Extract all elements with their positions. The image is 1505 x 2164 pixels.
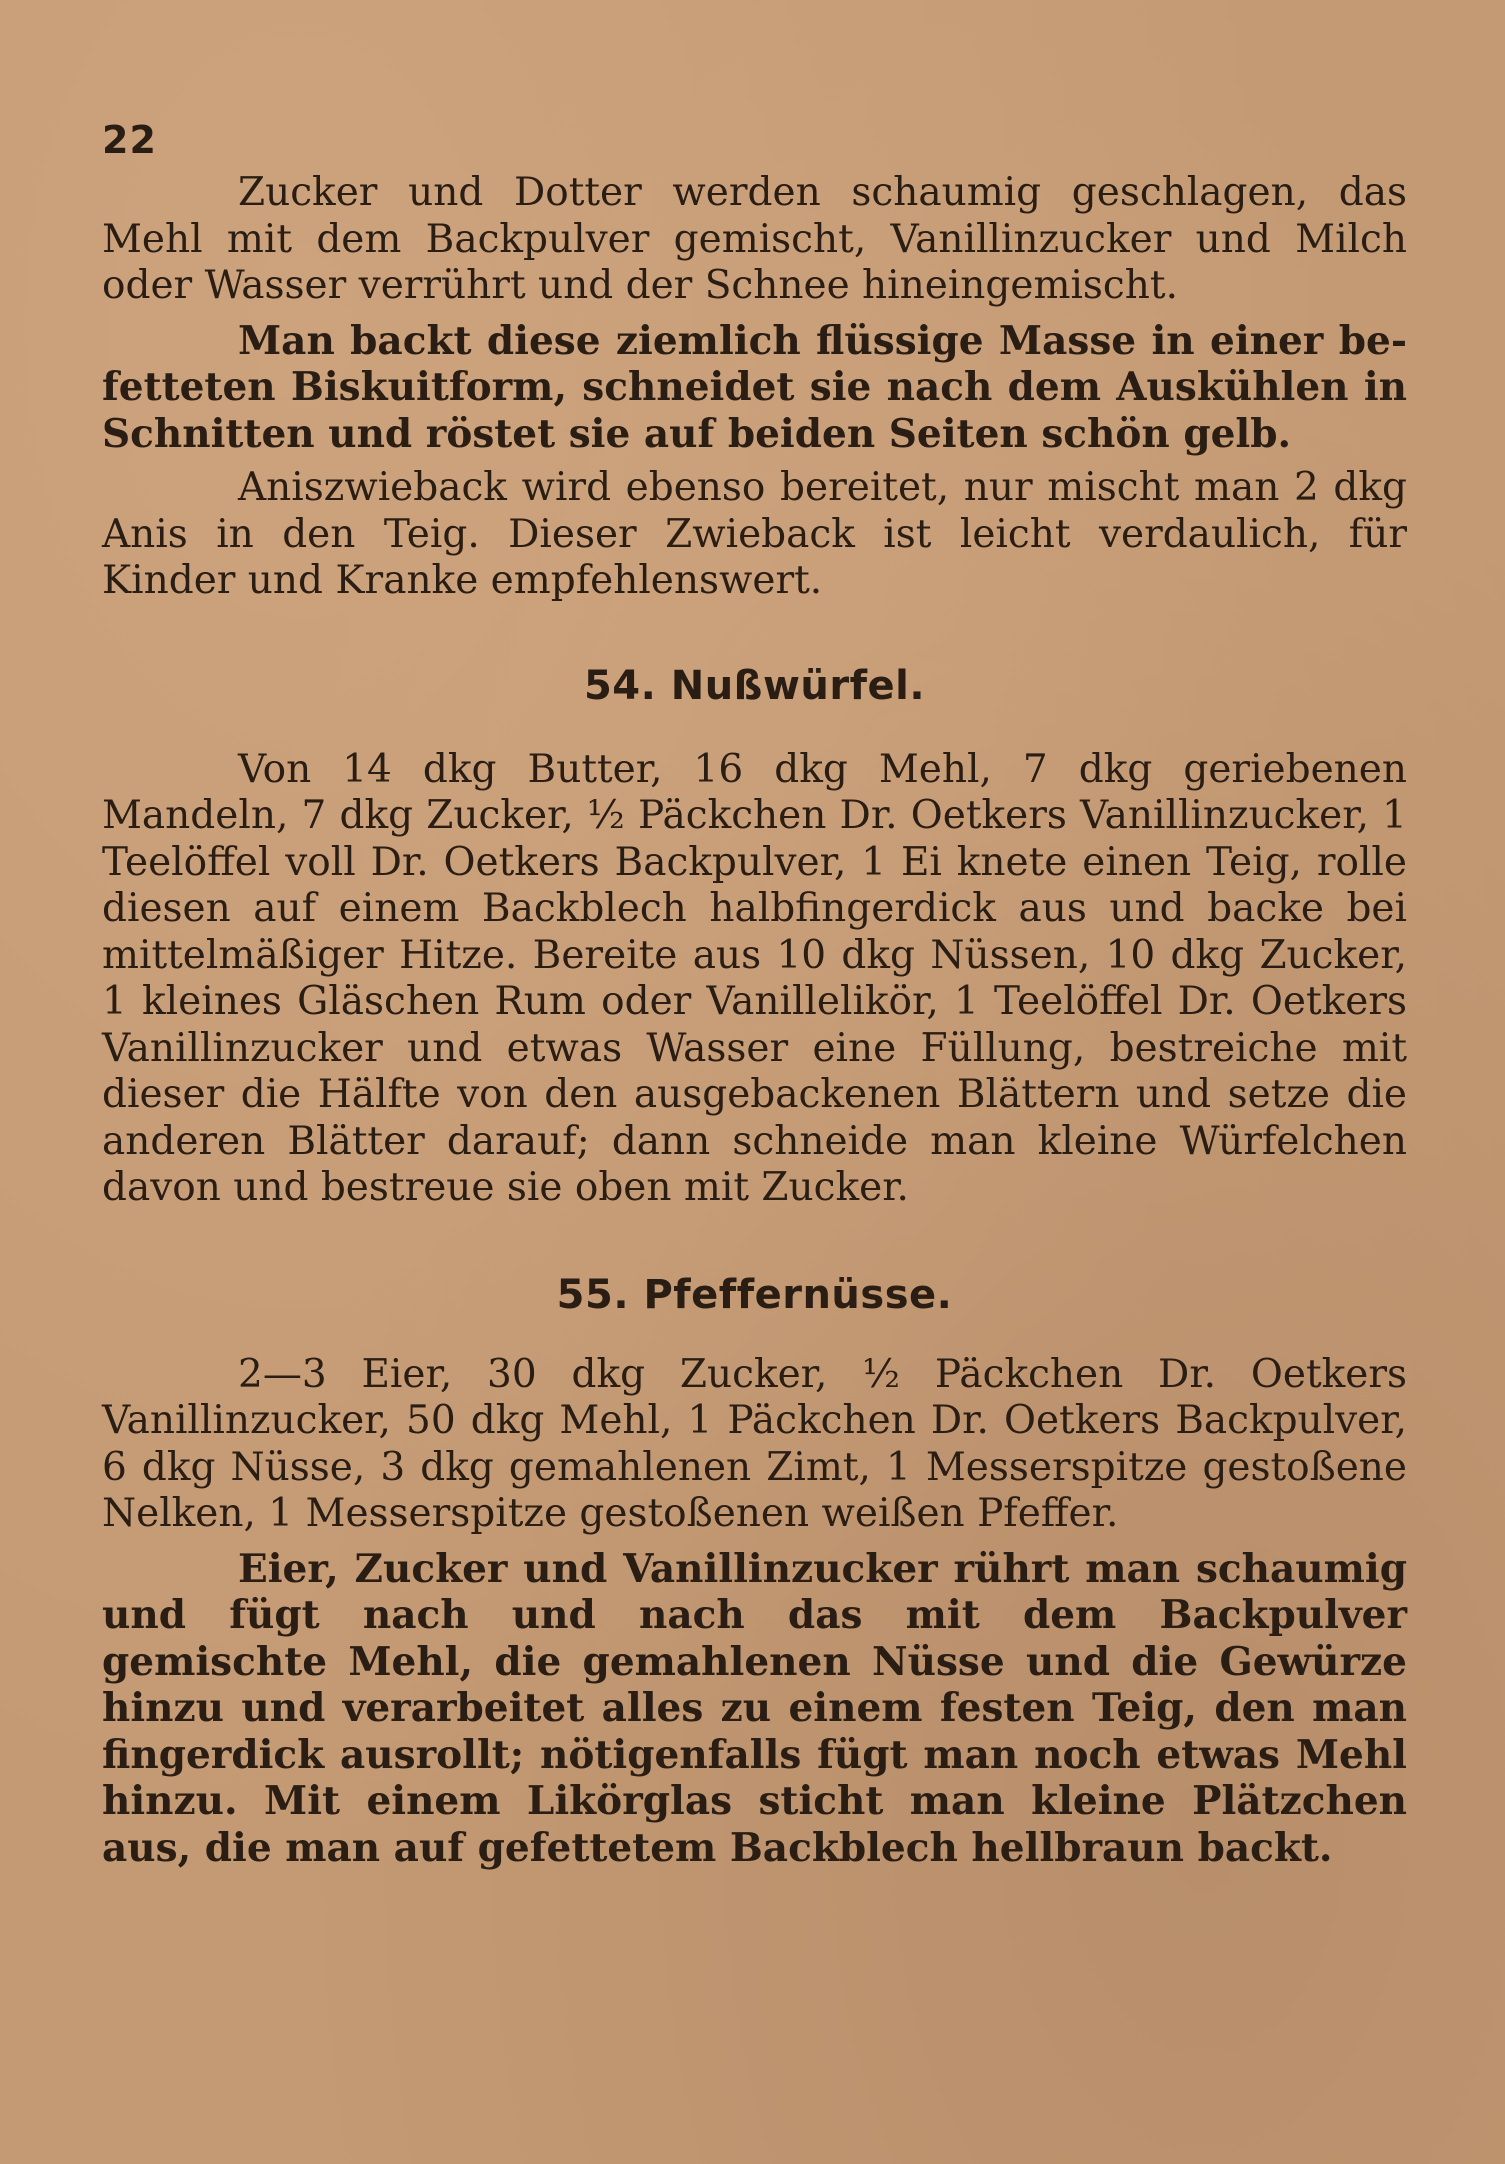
- intro-paragraph-2: Man backt diese ziemlich flüssige Masse in einer befetteten Biskuitform, schneidet sie nach dem Auskühlen in Schnitten und röstet sie auf beiden Seiten schön gelb.: [102, 317, 1407, 457]
- intro-paragraph-3: Aniszwieback wird ebenso bereitet, nur mischt man 2 dkg Anis in den Teig. Dieser Zwieback ist leicht verdaulich, für Kinder und Kranke empfehlenswert.: [102, 465, 1407, 603]
- recipe-55-title: 55. Pfeffernüsse.: [556, 1271, 953, 1318]
- intro-section: [102, 170, 1407, 605]
- page-number: 22: [102, 118, 157, 162]
- recipe-54-title: 54. Nußwürfel.: [583, 662, 926, 709]
- recipe-55-instructions: Eier, Zucker und Vanillinzucker rührt man schaumig und fügt nach und nach das mit dem Backpulver gemischte Mehl, die gemahlenen Nüsse und die Gewürze hinzu und verarbeitet alles zu einem festen Teig, den man fingerdick ausrollt; nötigenfalls fügt man noch etwas Mehl hinzu. Mit einem Likörglas sticht man kleine Plätzchen aus, die man auf gefettetem Backblech hellbraun backt.: [102, 1545, 1407, 1871]
- recipe-54-section: [102, 747, 1407, 1212]
- recipe-55-ingredients: 2—3 Eier, 30 dkg Zucker, ½ Päckchen Dr. Oetkers Vanillinzucker, 50 dkg Mehl, 1 Päckchen Dr. Oetkers Backpulver, 6 dkg Nüsse, 3 dkg gemahlenen Zimt, 1 Messerspitze gestoßene Nelken, 1 Messerspitze gestoßenen weißen Pfeffer.: [102, 1351, 1407, 1536]
- recipe-54-paragraph-1: Von 14 dkg Butter, 16 dkg Mehl, 7 dkg geriebenen Mandeln, 7 dkg Zucker, ½ Päckchen Dr. Oetkers Vanillinzucker, 1 Teelöffel voll Dr. Oetkers Backpulver, 1 Ei knete einen Teig, rolle diesen auf einem Backblech halbfingerdick aus und backe bei mittelmäßiger Hitze. Bereite aus 10 dkg Nüssen, 10 dkg Zucker, 1 kleines Gläschen Rum oder Vanillelikör, 1 Teelöffel Dr. Oetkers Vanillinzucker und etwas Wasser eine Füllung, bestreiche mit dieser die Hälfte von den ausgebackenen Blättern und setze die anderen Blätter darauf; dann schneide man kleine Würfelchen davon und bestreue sie oben mit Zucker.: [102, 746, 1407, 1210]
- recipe-55-section: [102, 1352, 1407, 1872]
- book-page: [102, 118, 1407, 1871]
- intro-paragraph-1: Zucker und Dotter werden schaumig geschlagen, das Mehl mit dem Backpulver gemischt, Vanillinzucker und Milch oder Wasser verrührt und der Schnee hineingemischt.: [102, 170, 1407, 308]
